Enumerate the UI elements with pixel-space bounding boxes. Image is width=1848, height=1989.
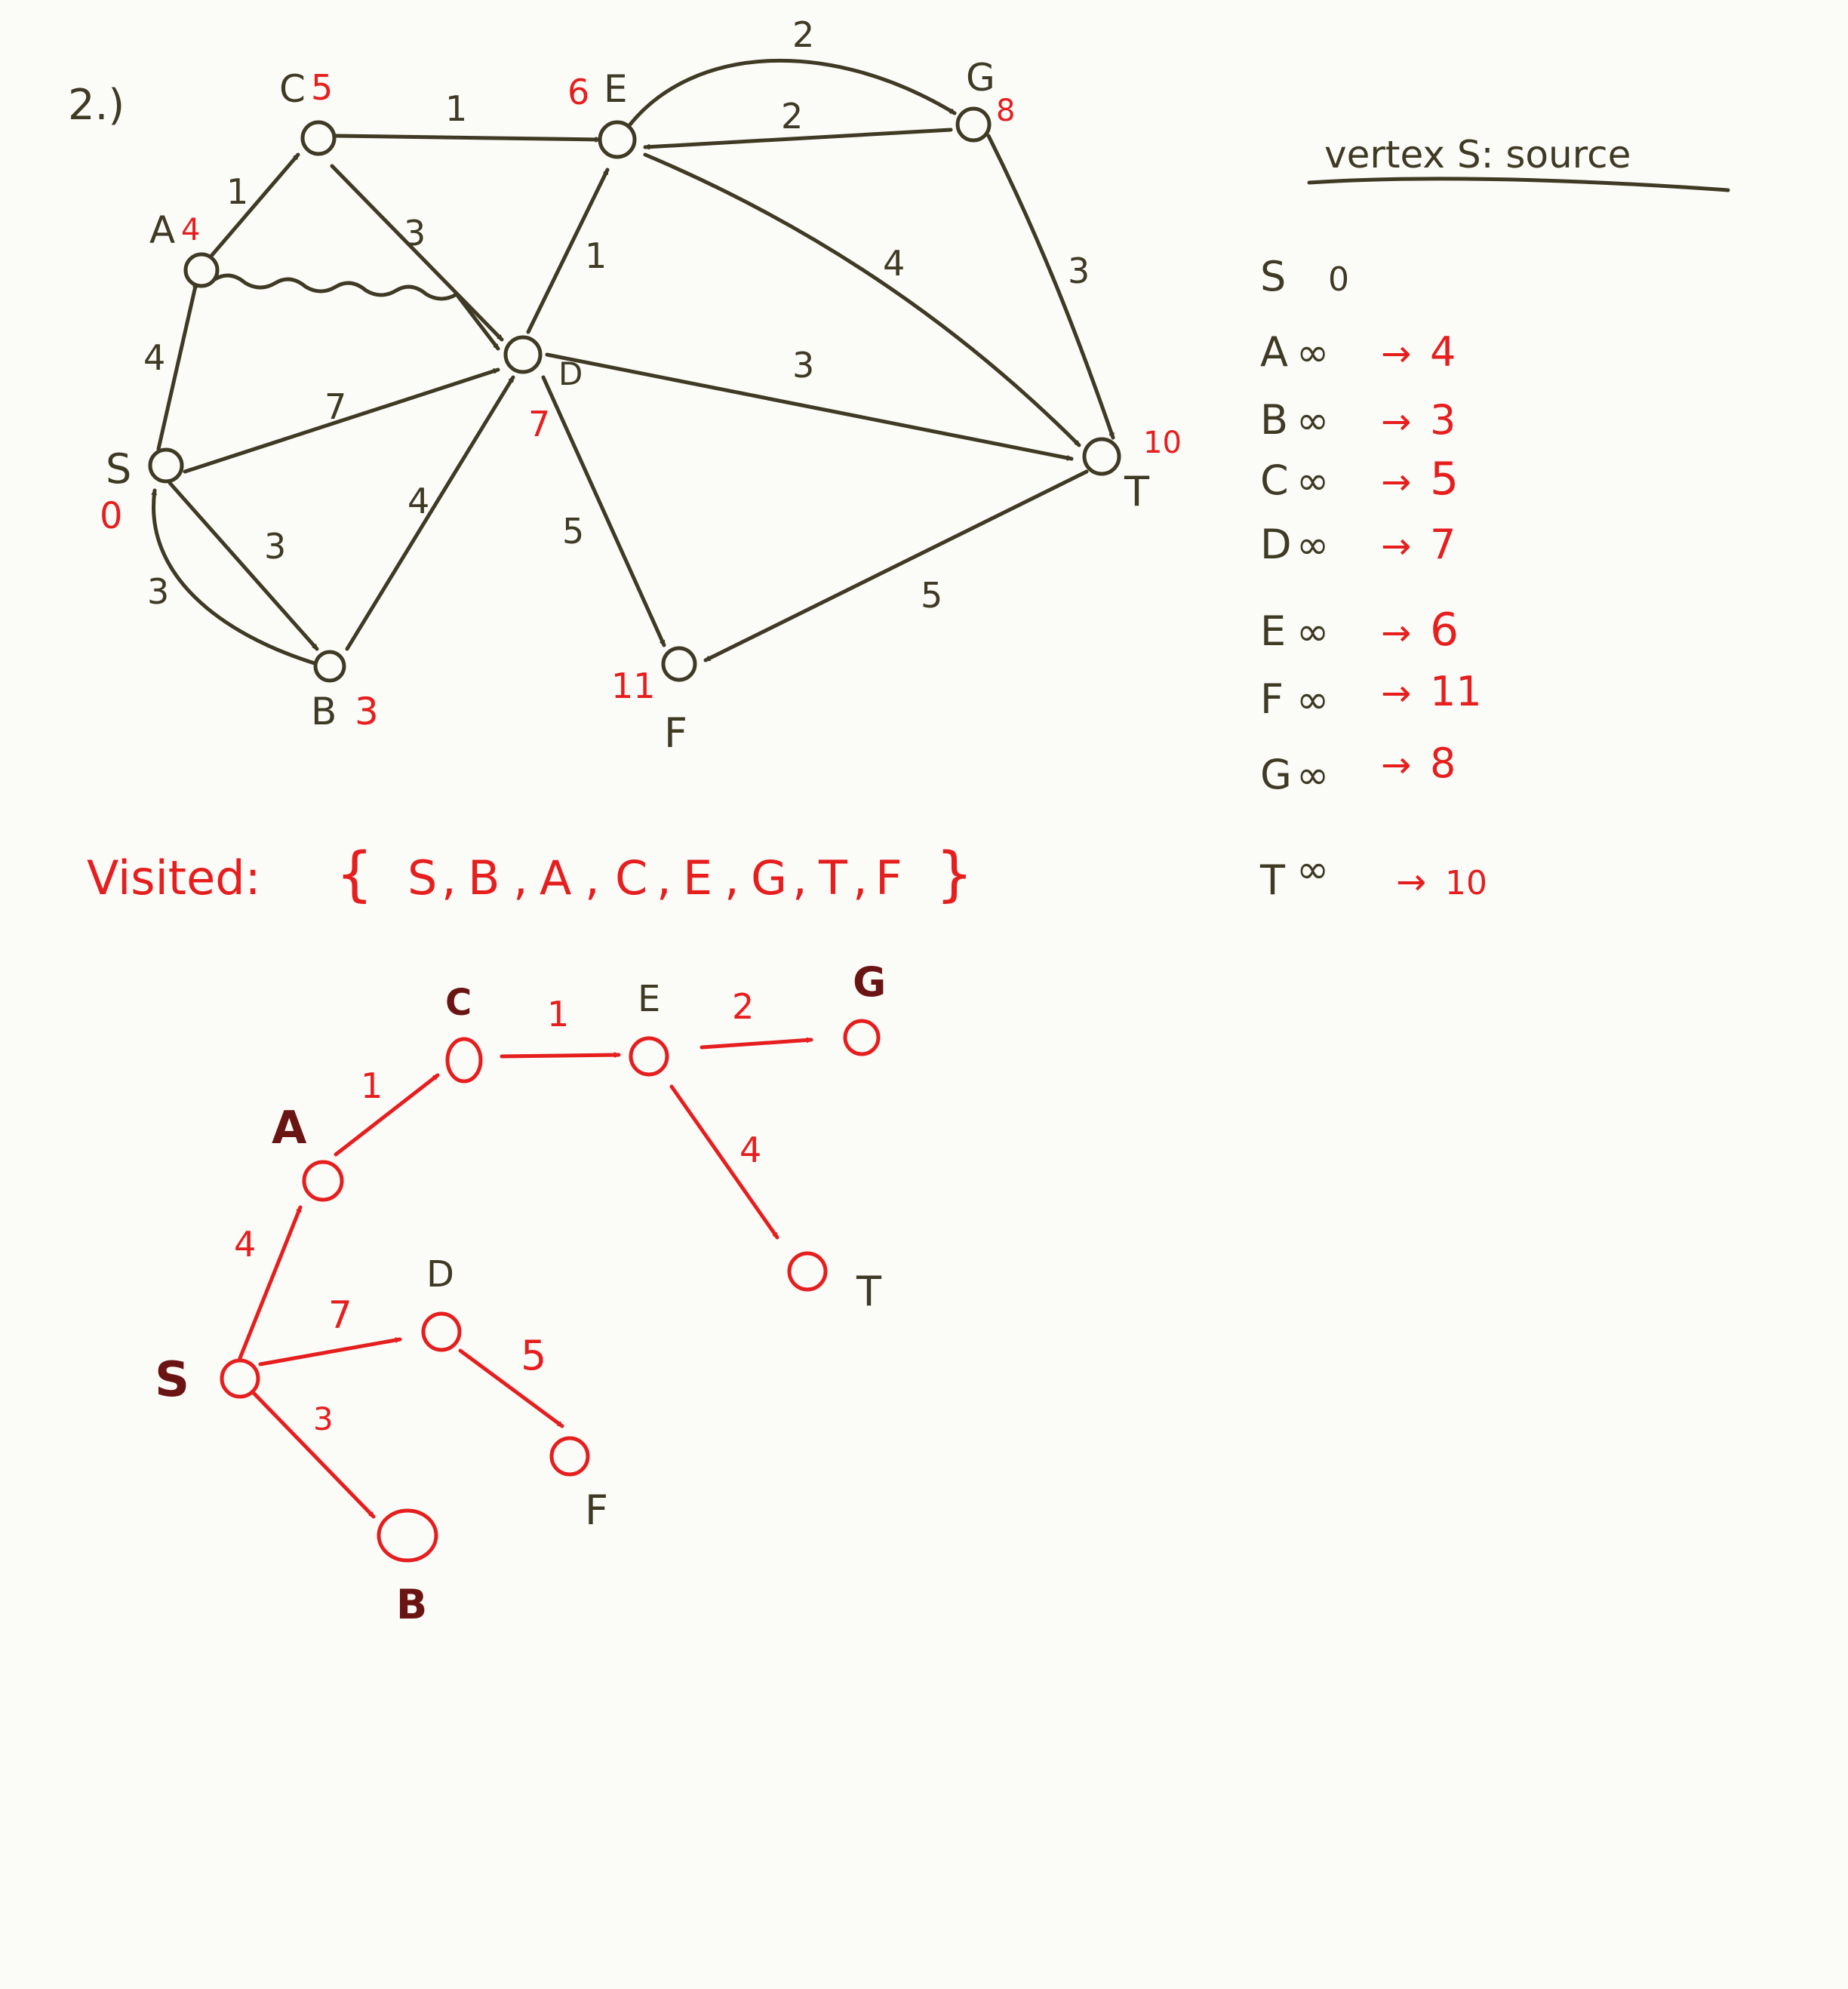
row-D-final: 7 — [1430, 521, 1456, 568]
row-A-arrow: → — [1381, 333, 1412, 375]
visited-comma-2: , — [585, 850, 600, 905]
weight-B-D: 4 — [407, 481, 430, 521]
row-C-final: 5 — [1430, 453, 1459, 506]
tree-edge-E-G — [702, 1040, 811, 1047]
row-D-vertex: D — [1260, 521, 1292, 568]
visited-comma-4: , — [724, 850, 740, 905]
tree-weight-A-C: 1 — [361, 1065, 383, 1106]
weight-A-C: 1 — [226, 171, 249, 212]
row-B-vertex: B — [1260, 396, 1289, 444]
graph-edges — [154, 60, 1113, 664]
row-E-init: ∞ — [1296, 610, 1330, 655]
tree-weight-S-D: 7 — [328, 1293, 352, 1337]
edge-D-F — [543, 377, 664, 645]
row-B-arrow: → — [1381, 401, 1412, 443]
tree-node-C — [447, 1039, 481, 1081]
tree-weight-S-B: 3 — [313, 1400, 334, 1437]
tree-label-A: A — [272, 1102, 307, 1154]
weight-S-A: 4 — [143, 337, 166, 378]
dist-T: 10 — [1143, 426, 1182, 460]
edge-B-S — [154, 490, 317, 664]
row-F-init: ∞ — [1296, 678, 1330, 723]
row-F-vertex: F — [1260, 675, 1284, 723]
tree-node-F — [552, 1438, 588, 1474]
row-S-init: 0 — [1328, 260, 1349, 299]
row-S-vertex: S — [1260, 253, 1287, 300]
node-E — [600, 122, 635, 157]
visited-comma-3: , — [656, 850, 672, 905]
node-D — [506, 337, 540, 372]
weight-C-D: 3 — [404, 213, 426, 254]
row-B-init: ∞ — [1296, 398, 1330, 444]
label-F: F — [664, 709, 688, 757]
row-C-init: ∞ — [1296, 459, 1330, 504]
tree-label-S: S — [155, 1352, 190, 1408]
label-A: A — [149, 208, 176, 252]
node-C — [303, 122, 334, 154]
dist-F: 11 — [611, 666, 656, 706]
tree-weight-E-T: 4 — [740, 1130, 762, 1170]
graph-node-labels — [106, 56, 1150, 757]
edge-A-D-wavy — [215, 275, 498, 349]
tree-label-E: E — [638, 978, 661, 1020]
node-S — [150, 450, 182, 481]
row-B-final: 3 — [1430, 396, 1456, 444]
tree-weight-E-G: 2 — [732, 986, 755, 1027]
weight-E-G: 2 — [792, 14, 815, 55]
row-G-vertex: G — [1260, 751, 1292, 798]
visited-open-brace: { — [336, 841, 374, 908]
tree-label-G: G — [853, 958, 887, 1006]
tree-node-G — [845, 1021, 878, 1054]
edge-A-C — [208, 155, 298, 260]
tree-label-T: T — [856, 1268, 881, 1315]
row-D-init: ∞ — [1296, 523, 1330, 568]
tree-weight-C-E: 1 — [547, 994, 570, 1034]
label-G: G — [966, 56, 995, 100]
tree-node-E — [631, 1038, 667, 1074]
edge-T-F — [706, 472, 1087, 660]
weight-D-T: 3 — [792, 345, 815, 386]
tree-label-B: B — [396, 1581, 428, 1628]
label-B: B — [311, 690, 337, 733]
edge-B-D — [347, 377, 513, 649]
visited-close-brace: } — [936, 841, 973, 908]
row-G-final: 8 — [1430, 739, 1456, 787]
tree-nodes — [222, 1021, 878, 1560]
tree-node-B — [379, 1511, 436, 1560]
edge-C-E — [336, 136, 600, 140]
problem-label: 2.) — [68, 81, 125, 130]
label-C: C — [279, 67, 306, 111]
dist-B: 3 — [355, 690, 379, 733]
row-G-arrow: → — [1381, 744, 1412, 786]
edge-G-T — [989, 136, 1113, 438]
visited-1: B — [468, 850, 500, 905]
node-A — [186, 254, 217, 286]
row-E-final: 6 — [1430, 604, 1459, 656]
tree-weight-D-F: 5 — [521, 1332, 547, 1379]
tree-node-D — [423, 1314, 460, 1350]
node-G — [958, 109, 989, 140]
row-T-init: ∞ — [1296, 847, 1330, 893]
visited-7: F — [875, 850, 902, 905]
row-A-vertex: A — [1260, 328, 1288, 376]
dist-C: 5 — [311, 67, 334, 108]
dist-G: 8 — [996, 94, 1016, 128]
label-S: S — [106, 445, 132, 493]
row-F-final: 11 — [1430, 668, 1482, 715]
label-E: E — [604, 67, 628, 111]
visited-list — [87, 841, 973, 908]
row-A-final: 4 — [1430, 328, 1456, 376]
weight-D-E: 1 — [585, 235, 607, 276]
tree-edge-D-F — [460, 1351, 562, 1426]
tree-edge-A-C — [336, 1075, 438, 1154]
row-D-arrow: → — [1381, 525, 1412, 567]
tree-edge-C-E — [502, 1055, 619, 1056]
header-underline — [1309, 179, 1728, 190]
tree-edge-weights — [234, 986, 761, 1437]
label-T: T — [1124, 468, 1149, 515]
graph-node-distances — [100, 67, 1182, 733]
weight-S-B: 3 — [264, 526, 287, 567]
weight-B-S: 3 — [147, 571, 170, 612]
node-T — [1084, 439, 1119, 474]
tree-label-D: D — [426, 1253, 454, 1296]
weight-T-F: 5 — [921, 575, 943, 616]
label-D: D — [558, 355, 583, 392]
weight-S-D: 7 — [324, 386, 347, 427]
dist-S: 0 — [100, 495, 123, 537]
visited-3: C — [615, 850, 648, 905]
weight-D-F: 5 — [562, 511, 585, 552]
row-T-final: 10 — [1445, 864, 1487, 902]
visited-comma-1: , — [513, 850, 528, 905]
visited-2: A — [540, 850, 572, 905]
tree-edge-S-D — [260, 1339, 400, 1364]
edge-E-T — [645, 155, 1079, 445]
dist-E: 6 — [567, 72, 590, 112]
node-F — [663, 648, 695, 680]
visited-0: S — [407, 850, 438, 905]
tree-node-A — [304, 1162, 342, 1200]
tree-edges — [240, 1040, 811, 1517]
row-C-vertex: C — [1260, 457, 1289, 504]
dist-D: 7 — [528, 404, 551, 444]
table-header: vertex S: source — [1324, 133, 1631, 177]
visited-comma-5: , — [792, 850, 807, 905]
row-T-vertex: T — [1260, 856, 1285, 904]
visited-comma-0: , — [441, 850, 457, 905]
row-E-arrow: → — [1381, 612, 1412, 654]
tree-node-S — [222, 1360, 258, 1397]
tree-label-C: C — [445, 982, 472, 1024]
row-A-init: ∞ — [1296, 330, 1330, 376]
weight-E-T: 4 — [883, 243, 906, 284]
tree-weight-S-A: 4 — [234, 1224, 257, 1265]
visited-5: G — [751, 850, 788, 905]
visited-label: Visited: — [87, 850, 261, 905]
dist-A: 4 — [181, 213, 201, 247]
row-E-vertex: E — [1260, 607, 1287, 655]
visited-comma-6: , — [853, 850, 868, 905]
visited-6: T — [819, 850, 847, 905]
visited-4: E — [683, 850, 713, 905]
row-T-arrow: → — [1396, 861, 1427, 903]
edge-S-B — [170, 483, 317, 649]
row-G-init: ∞ — [1296, 753, 1330, 798]
weight-C-E: 1 — [445, 88, 468, 129]
tree-label-F: F — [585, 1486, 609, 1534]
node-B — [315, 652, 344, 681]
row-F-arrow: → — [1381, 672, 1412, 715]
distance-table — [1259, 133, 1728, 904]
weight-G-T: 3 — [1068, 251, 1090, 291]
tree-node-T — [789, 1253, 826, 1290]
row-C-arrow: → — [1381, 461, 1412, 503]
graph-nodes — [150, 109, 1119, 681]
weight-G-E: 2 — [781, 96, 804, 137]
